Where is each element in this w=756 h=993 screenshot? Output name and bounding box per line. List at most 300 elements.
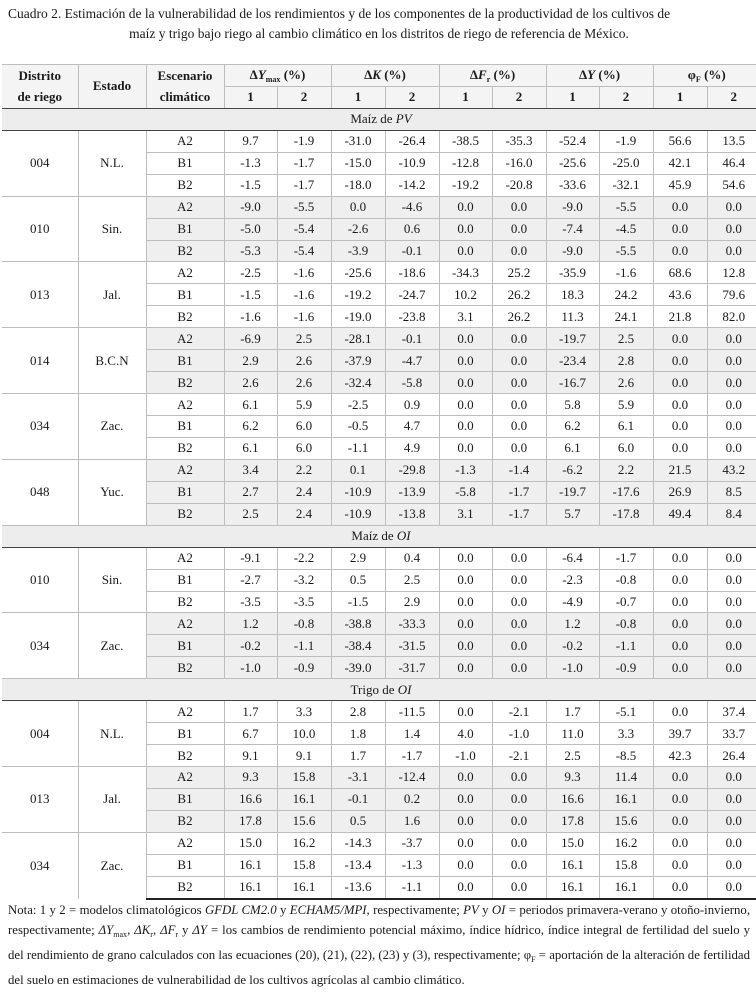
cell-escenario: B2 bbox=[146, 437, 224, 459]
table-row bbox=[2, 701, 756, 723]
section-header-row bbox=[2, 679, 756, 701]
cell-value: 0.0 bbox=[707, 394, 756, 416]
cell-value: -52.4 bbox=[546, 130, 599, 152]
table-row bbox=[2, 459, 756, 481]
header-model-2: 2 bbox=[277, 86, 331, 108]
cell-value: -0.2 bbox=[546, 635, 599, 657]
cell-value: -14.3 bbox=[331, 832, 385, 854]
cell-value: 2.6 bbox=[599, 372, 653, 394]
cell-value: -1.6 bbox=[599, 262, 653, 284]
cell-value: 6.0 bbox=[277, 437, 331, 459]
cell-value: 0.0 bbox=[492, 810, 546, 832]
cell-value: 1.7 bbox=[224, 701, 277, 723]
cell-value: 25.2 bbox=[492, 262, 546, 284]
cell-value: 0.0 bbox=[653, 240, 707, 262]
cell-value: 16.1 bbox=[599, 788, 653, 810]
cell-value: 0.0 bbox=[492, 437, 546, 459]
cell-escenario: B2 bbox=[146, 657, 224, 679]
cell-value: -35.3 bbox=[492, 130, 546, 152]
cell-distrito: 048 bbox=[2, 459, 78, 525]
cell-value: -3.5 bbox=[277, 591, 331, 613]
cell-value: 16.1 bbox=[224, 876, 277, 898]
cell-value: 0.2 bbox=[385, 788, 439, 810]
cell-value: 0.0 bbox=[439, 701, 492, 723]
cell-value: 0.0 bbox=[653, 372, 707, 394]
cell-value: 0.0 bbox=[492, 196, 546, 218]
cell-value: -19.7 bbox=[546, 328, 599, 350]
cell-value: 5.8 bbox=[546, 394, 599, 416]
cell-escenario: B2 bbox=[146, 810, 224, 832]
cell-value: 56.6 bbox=[653, 130, 707, 152]
header-estado: Estado bbox=[78, 65, 146, 109]
cell-value: -12.4 bbox=[385, 767, 439, 789]
cell-value: 0.0 bbox=[653, 832, 707, 854]
cell-value: -9.0 bbox=[224, 196, 277, 218]
cell-value: 8.5 bbox=[707, 481, 756, 503]
cell-value: 8.4 bbox=[707, 503, 756, 525]
cell-value: 2.5 bbox=[277, 328, 331, 350]
header-model-1: 1 bbox=[653, 86, 707, 108]
cell-value: -18.6 bbox=[385, 262, 439, 284]
cell-escenario: B2 bbox=[146, 591, 224, 613]
cell-value: 0.0 bbox=[707, 350, 756, 372]
cell-value: 1.8 bbox=[331, 723, 385, 745]
cell-value: 16.2 bbox=[277, 832, 331, 854]
cell-value: 68.6 bbox=[653, 262, 707, 284]
caption-line-1: Cuadro 2. Estimación de la vulnerabilidad de los rendimientos y de los componentes de la productividad de los cultivos de bbox=[8, 6, 671, 21]
cell-value: -16.7 bbox=[546, 372, 599, 394]
cell-value: 1.6 bbox=[385, 810, 439, 832]
cell-value: -10.9 bbox=[385, 152, 439, 174]
table-row bbox=[2, 130, 756, 152]
cell-value: 0.0 bbox=[492, 569, 546, 591]
cell-value: 16.6 bbox=[546, 788, 599, 810]
cell-value: 0.0 bbox=[707, 547, 756, 569]
cell-value: 6.2 bbox=[546, 416, 599, 438]
cell-value: -15.0 bbox=[331, 152, 385, 174]
cell-value: 0.0 bbox=[492, 635, 546, 657]
cell-value: -6.9 bbox=[224, 328, 277, 350]
cell-value: -2.5 bbox=[224, 262, 277, 284]
section-header-row bbox=[2, 108, 756, 130]
cell-value: -1.0 bbox=[492, 723, 546, 745]
header-group-delta-k: ΔK (%) bbox=[331, 65, 439, 87]
cell-estado: N.L. bbox=[78, 701, 146, 767]
cell-value: 46.4 bbox=[707, 152, 756, 174]
cell-value: -2.2 bbox=[277, 547, 331, 569]
cell-value: -1.0 bbox=[546, 657, 599, 679]
cell-value: -5.5 bbox=[277, 196, 331, 218]
cell-escenario: A2 bbox=[146, 701, 224, 723]
cell-value: 0.0 bbox=[707, 196, 756, 218]
cell-value: 79.6 bbox=[707, 284, 756, 306]
cell-value: -1.4 bbox=[492, 459, 546, 481]
cell-value: -1.5 bbox=[224, 174, 277, 196]
cell-distrito: 010 bbox=[2, 196, 78, 262]
cell-value: -3.1 bbox=[331, 767, 385, 789]
cell-value: 24.2 bbox=[599, 284, 653, 306]
cell-value: -1.7 bbox=[385, 745, 439, 767]
cell-value: 0.0 bbox=[492, 372, 546, 394]
cell-value: 9.1 bbox=[277, 745, 331, 767]
cell-value: 16.6 bbox=[224, 788, 277, 810]
cell-value: -13.4 bbox=[331, 854, 385, 876]
cell-value: -0.5 bbox=[331, 416, 385, 438]
cell-value: 0.0 bbox=[707, 810, 756, 832]
cell-value: -32.1 bbox=[599, 174, 653, 196]
cell-value: 15.6 bbox=[277, 810, 331, 832]
cell-estado: Jal. bbox=[78, 262, 146, 328]
cell-value: 0.1 bbox=[331, 459, 385, 481]
table-body bbox=[2, 108, 756, 898]
cell-value: 43.2 bbox=[707, 459, 756, 481]
cell-value: 0.0 bbox=[653, 810, 707, 832]
cell-value: 0.0 bbox=[439, 416, 492, 438]
cell-value: 0.0 bbox=[439, 613, 492, 635]
cell-value: 0.0 bbox=[707, 854, 756, 876]
cell-value: 10.0 bbox=[277, 723, 331, 745]
cell-value: 15.6 bbox=[599, 810, 653, 832]
cell-value: 0.0 bbox=[707, 416, 756, 438]
cell-value: -13.9 bbox=[385, 481, 439, 503]
cell-value: 16.1 bbox=[546, 854, 599, 876]
header-distrito: Distrito de riego bbox=[2, 65, 78, 109]
cell-value: 2.5 bbox=[385, 569, 439, 591]
cell-escenario: A2 bbox=[146, 547, 224, 569]
cell-value: 0.0 bbox=[439, 810, 492, 832]
cell-value: 0.0 bbox=[439, 394, 492, 416]
cell-value: 0.0 bbox=[653, 394, 707, 416]
cell-value: 0.0 bbox=[653, 657, 707, 679]
cell-value: 1.2 bbox=[546, 613, 599, 635]
cell-value: -1.0 bbox=[224, 657, 277, 679]
cell-value: 2.5 bbox=[224, 503, 277, 525]
cell-value: 11.0 bbox=[546, 723, 599, 745]
cell-value: -19.2 bbox=[439, 174, 492, 196]
cell-estado: B.C.N bbox=[78, 328, 146, 394]
cell-value: -5.1 bbox=[599, 701, 653, 723]
cell-value: -0.7 bbox=[599, 591, 653, 613]
cell-value: 2.2 bbox=[277, 459, 331, 481]
cell-value: -1.5 bbox=[224, 284, 277, 306]
cell-value: 15.8 bbox=[277, 854, 331, 876]
cell-value: 3.1 bbox=[439, 306, 492, 328]
cell-escenario: B1 bbox=[146, 218, 224, 240]
cell-escenario: B1 bbox=[146, 350, 224, 372]
cell-escenario: B2 bbox=[146, 306, 224, 328]
cell-value: 2.4 bbox=[277, 481, 331, 503]
cell-value: 39.7 bbox=[653, 723, 707, 745]
cell-value: 0.0 bbox=[653, 876, 707, 898]
cell-estado: N.L. bbox=[78, 130, 146, 196]
cell-escenario: B2 bbox=[146, 240, 224, 262]
cell-value: 42.1 bbox=[653, 152, 707, 174]
cell-value: 0.0 bbox=[653, 547, 707, 569]
table-row bbox=[2, 767, 756, 789]
cell-value: -13.8 bbox=[385, 503, 439, 525]
cell-value: -10.9 bbox=[331, 503, 385, 525]
cell-value: 3.3 bbox=[277, 701, 331, 723]
cell-escenario: B2 bbox=[146, 503, 224, 525]
cell-value: -5.3 bbox=[224, 240, 277, 262]
cell-value: -4.5 bbox=[599, 218, 653, 240]
cell-value: 0.4 bbox=[385, 547, 439, 569]
cell-escenario: A2 bbox=[146, 613, 224, 635]
cell-value: -1.3 bbox=[224, 152, 277, 174]
cell-escenario: A2 bbox=[146, 767, 224, 789]
table-row bbox=[2, 262, 756, 284]
cell-value: -13.6 bbox=[331, 876, 385, 898]
cell-value: 0.0 bbox=[439, 569, 492, 591]
cell-value: 0.0 bbox=[707, 591, 756, 613]
cell-value: 0.0 bbox=[439, 218, 492, 240]
cell-value: 0.0 bbox=[653, 613, 707, 635]
cell-distrito: 013 bbox=[2, 767, 78, 833]
cell-estado: Zac. bbox=[78, 394, 146, 460]
cell-value: 4.7 bbox=[385, 416, 439, 438]
cell-value: 0.0 bbox=[707, 372, 756, 394]
cell-distrito: 034 bbox=[2, 394, 78, 460]
cell-escenario: B1 bbox=[146, 723, 224, 745]
cell-value: 6.0 bbox=[277, 416, 331, 438]
cell-escenario: A2 bbox=[146, 394, 224, 416]
cell-value: 0.0 bbox=[707, 635, 756, 657]
cell-value: 9.7 bbox=[224, 130, 277, 152]
cell-value: -1.9 bbox=[277, 130, 331, 152]
cell-escenario: B1 bbox=[146, 854, 224, 876]
header-model-1: 1 bbox=[331, 86, 385, 108]
cell-value: -9.1 bbox=[224, 547, 277, 569]
cell-value: 2.2 bbox=[599, 459, 653, 481]
cell-value: 0.0 bbox=[707, 240, 756, 262]
cell-value: -19.7 bbox=[546, 481, 599, 503]
cell-value: 2.6 bbox=[277, 372, 331, 394]
cell-value: 2.4 bbox=[277, 503, 331, 525]
cell-value: -35.9 bbox=[546, 262, 599, 284]
cell-value: 0.0 bbox=[492, 350, 546, 372]
cell-value: 0.0 bbox=[707, 657, 756, 679]
cell-value: 1.7 bbox=[331, 745, 385, 767]
cell-value: -4.7 bbox=[385, 350, 439, 372]
cell-value: 1.2 bbox=[224, 613, 277, 635]
cell-value: -1.7 bbox=[492, 481, 546, 503]
cell-value: 6.1 bbox=[224, 394, 277, 416]
cell-distrito: 010 bbox=[2, 547, 78, 613]
cell-value: 5.7 bbox=[546, 503, 599, 525]
cell-value: 33.7 bbox=[707, 723, 756, 745]
section-title: Maíz de PV bbox=[2, 108, 756, 130]
cell-value: 16.1 bbox=[277, 788, 331, 810]
cell-estado: Sin. bbox=[78, 547, 146, 613]
cell-value: -29.8 bbox=[385, 459, 439, 481]
cell-value: -0.8 bbox=[599, 613, 653, 635]
header-group-delta-ymax: $\Delta Y_{max}$ (%) bbox=[224, 65, 331, 87]
cell-value: 42.3 bbox=[653, 745, 707, 767]
cell-value: 13.5 bbox=[707, 130, 756, 152]
cell-value: 3.1 bbox=[439, 503, 492, 525]
cell-value: 45.9 bbox=[653, 174, 707, 196]
cell-value: 17.8 bbox=[546, 810, 599, 832]
cell-distrito: 004 bbox=[2, 130, 78, 196]
cell-value: -1.7 bbox=[277, 152, 331, 174]
cell-value: -3.9 bbox=[331, 240, 385, 262]
cell-value: -32.4 bbox=[331, 372, 385, 394]
cell-value: 82.0 bbox=[707, 306, 756, 328]
cell-value: -0.9 bbox=[277, 657, 331, 679]
cell-value: 21.8 bbox=[653, 306, 707, 328]
cell-value: 0.0 bbox=[653, 328, 707, 350]
cell-value: 0.9 bbox=[385, 394, 439, 416]
cell-value: -2.5 bbox=[331, 394, 385, 416]
cell-distrito: 004 bbox=[2, 701, 78, 767]
cell-value: -23.4 bbox=[546, 350, 599, 372]
cell-value: -1.3 bbox=[439, 459, 492, 481]
cell-value: 0.0 bbox=[492, 416, 546, 438]
cell-value: 10.2 bbox=[439, 284, 492, 306]
cell-escenario: B2 bbox=[146, 745, 224, 767]
header-model-2: 2 bbox=[492, 86, 546, 108]
cell-value: -1.1 bbox=[331, 437, 385, 459]
cell-escenario: A2 bbox=[146, 130, 224, 152]
cell-value: 2.5 bbox=[546, 745, 599, 767]
cell-value: -28.1 bbox=[331, 328, 385, 350]
cell-value: 15.0 bbox=[546, 832, 599, 854]
table-note: Nota: 1 y 2 = modelos climatológicos GFDL CM2.0 y ECHAM5/MPI, respectivamente; PV y OI = periodos primavera-verano y otoño-invierno, respectivamente; $\Delta Y_{max}$, $\Delta K_r$, $\Delta F_r$ y ΔY = los cambios de rendimiento potencial máximo, índice hídrico, índice integral de fertilidad del suelo y del rendimiento de grano calculados con las ecuaciones (20), (21), (22), (23) y (3), respectivamente; $\varphi_F$ = aportación de la alteración de fertilidad del suelo en estimaciones de vulnerabilidad de los cultivos agrícolas al cambio climático. bbox=[8, 903, 751, 987]
cell-value: 0.0 bbox=[653, 635, 707, 657]
cell-distrito: 034 bbox=[2, 832, 78, 898]
cell-value: -1.1 bbox=[599, 635, 653, 657]
cell-value: -1.5 bbox=[331, 591, 385, 613]
cell-value: 1.4 bbox=[385, 723, 439, 745]
cell-value: 0.5 bbox=[331, 810, 385, 832]
cell-value: 0.0 bbox=[492, 328, 546, 350]
cell-value: -19.0 bbox=[331, 306, 385, 328]
header-group-delta-fr: $\Delta F_r$ (%) bbox=[439, 65, 546, 87]
cell-value: -4.9 bbox=[546, 591, 599, 613]
cell-value: 2.9 bbox=[224, 350, 277, 372]
cell-value: -25.6 bbox=[546, 152, 599, 174]
cell-value: 5.9 bbox=[277, 394, 331, 416]
cell-value: 0.0 bbox=[707, 218, 756, 240]
header-model-1: 1 bbox=[546, 86, 599, 108]
cell-value: 0.0 bbox=[707, 832, 756, 854]
cell-value: 0.0 bbox=[707, 437, 756, 459]
cell-value: -0.1 bbox=[385, 328, 439, 350]
cell-value: 16.1 bbox=[224, 854, 277, 876]
cell-value: 54.6 bbox=[707, 174, 756, 196]
cell-value: 0.0 bbox=[653, 701, 707, 723]
cell-escenario: A2 bbox=[146, 459, 224, 481]
cell-value: -16.0 bbox=[492, 152, 546, 174]
cell-value: 2.6 bbox=[277, 350, 331, 372]
cell-escenario: B1 bbox=[146, 284, 224, 306]
cell-value: -18.0 bbox=[331, 174, 385, 196]
cell-value: 0.0 bbox=[439, 350, 492, 372]
cell-value: 9.3 bbox=[546, 767, 599, 789]
cell-value: 2.9 bbox=[385, 591, 439, 613]
section-header-row bbox=[2, 525, 756, 547]
cell-value: 3.3 bbox=[599, 723, 653, 745]
cell-escenario: A2 bbox=[146, 832, 224, 854]
header-model-2: 2 bbox=[385, 86, 439, 108]
cell-value: 0.0 bbox=[492, 218, 546, 240]
cell-value: -19.2 bbox=[331, 284, 385, 306]
cell-value: -25.0 bbox=[599, 152, 653, 174]
cell-value: -3.5 bbox=[224, 591, 277, 613]
cell-value: 43.6 bbox=[653, 284, 707, 306]
cell-value: 0.0 bbox=[492, 394, 546, 416]
cell-value: -1.3 bbox=[385, 854, 439, 876]
cell-value: -5.0 bbox=[224, 218, 277, 240]
cell-value: 11.4 bbox=[599, 767, 653, 789]
cell-value: -20.8 bbox=[492, 174, 546, 196]
cell-value: -31.7 bbox=[385, 657, 439, 679]
cell-value: -5.8 bbox=[385, 372, 439, 394]
cell-value: -6.4 bbox=[546, 547, 599, 569]
cell-value: -0.8 bbox=[277, 613, 331, 635]
table-row bbox=[2, 832, 756, 854]
cell-distrito: 034 bbox=[2, 613, 78, 679]
header-model-1: 1 bbox=[439, 86, 492, 108]
cell-value: 6.7 bbox=[224, 723, 277, 745]
header-model-1: 1 bbox=[224, 86, 277, 108]
cell-value: -34.3 bbox=[439, 262, 492, 284]
cell-value: 2.9 bbox=[331, 547, 385, 569]
cell-value: -31.0 bbox=[331, 130, 385, 152]
cell-value: -17.6 bbox=[599, 481, 653, 503]
cell-estado: Sin. bbox=[78, 196, 146, 262]
cell-value: -1.0 bbox=[439, 745, 492, 767]
cell-value: 6.0 bbox=[599, 437, 653, 459]
cell-value: -26.4 bbox=[385, 130, 439, 152]
cell-value: 2.8 bbox=[331, 701, 385, 723]
cell-value: 0.0 bbox=[707, 613, 756, 635]
cell-value: 0.0 bbox=[492, 240, 546, 262]
cell-value: -37.9 bbox=[331, 350, 385, 372]
vulnerability-table bbox=[2, 64, 756, 900]
cell-escenario: B1 bbox=[146, 152, 224, 174]
cell-value: 2.5 bbox=[599, 328, 653, 350]
cell-value: 0.0 bbox=[653, 591, 707, 613]
cell-value: 3.4 bbox=[224, 459, 277, 481]
header-model-2: 2 bbox=[599, 86, 653, 108]
cell-value: -6.2 bbox=[546, 459, 599, 481]
cell-estado: Jal. bbox=[78, 767, 146, 833]
cell-value: -1.6 bbox=[277, 262, 331, 284]
cell-value: -2.6 bbox=[331, 218, 385, 240]
cell-value: 0.0 bbox=[653, 854, 707, 876]
cell-value: 0.0 bbox=[707, 328, 756, 350]
cell-value: 0.0 bbox=[653, 350, 707, 372]
cell-value: -9.0 bbox=[546, 196, 599, 218]
cell-value: -33.3 bbox=[385, 613, 439, 635]
cell-value: 16.1 bbox=[277, 876, 331, 898]
cell-value: 0.5 bbox=[331, 569, 385, 591]
cell-value: 5.9 bbox=[599, 394, 653, 416]
cell-value: 0.0 bbox=[439, 372, 492, 394]
cell-value: 9.1 bbox=[224, 745, 277, 767]
cell-value: 0.0 bbox=[653, 569, 707, 591]
cell-value: -5.8 bbox=[439, 481, 492, 503]
section-title: Trigo de OI bbox=[2, 679, 756, 701]
cell-value: 0.0 bbox=[439, 240, 492, 262]
table-row bbox=[2, 613, 756, 635]
cell-value: 0.0 bbox=[439, 657, 492, 679]
cell-value: 49.4 bbox=[653, 503, 707, 525]
cell-escenario: B1 bbox=[146, 635, 224, 657]
cell-value: 0.0 bbox=[439, 876, 492, 898]
cell-value: -3.7 bbox=[385, 832, 439, 854]
